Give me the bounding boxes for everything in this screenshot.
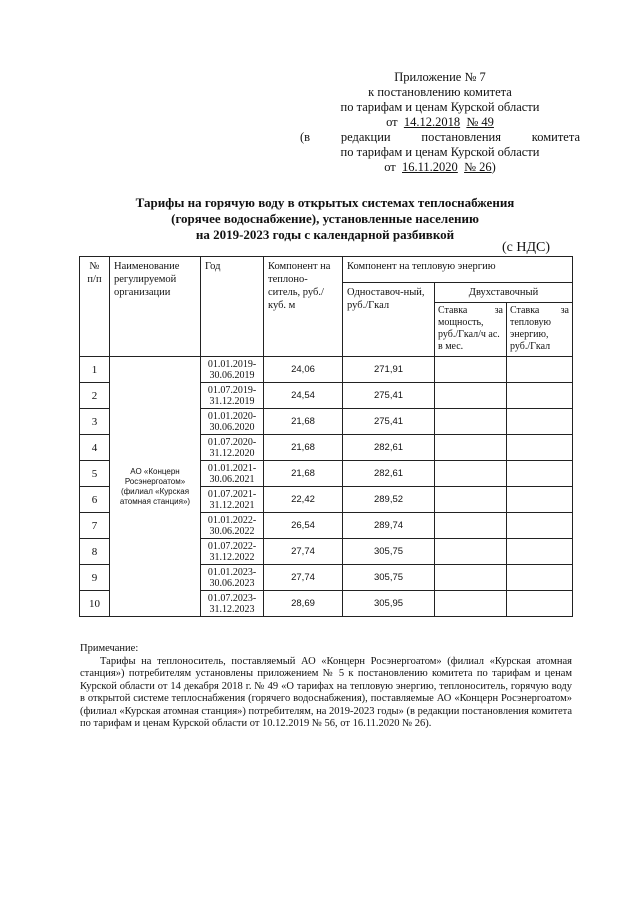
- energy-rate-value: [507, 435, 573, 461]
- header-line-6: по тарифам и ценам Курской области: [340, 145, 540, 159]
- power-rest: мощность, руб./Гкал/ч ас. в мес.: [438, 317, 500, 352]
- one-rate-value: 282,61: [343, 461, 435, 487]
- row-number: 7: [80, 513, 110, 539]
- energy-rest: тепловую энергию, руб./Гкал: [510, 317, 552, 352]
- footnote: [80, 643, 572, 731]
- period: 01.01.2020-30.06.2020: [201, 409, 264, 435]
- period: 01.07.2021-31.12.2021: [201, 487, 264, 513]
- appendix-header: [300, 70, 580, 175]
- carrier-value: 27,74: [264, 539, 343, 565]
- period: 01.01.2021-30.06.2021: [201, 461, 264, 487]
- one-rate-value: 271,91: [343, 357, 435, 383]
- row-number: 2: [80, 383, 110, 409]
- header-date-2: 16.11.2020: [402, 160, 458, 174]
- title-line-1: Тарифы на горячую воду в открытых системах теплоснабжения: [135, 195, 515, 210]
- appendix-number: Приложение № 7: [394, 70, 486, 84]
- row-number: 6: [80, 487, 110, 513]
- power-word-2: за: [494, 305, 503, 316]
- header-energy-rate: [507, 303, 573, 357]
- power-rate-value: [435, 591, 507, 617]
- row-number: 9: [80, 565, 110, 591]
- vat-note: (с НДС): [502, 240, 551, 255]
- power-rate-value: [435, 383, 507, 409]
- power-rate-value: [435, 487, 507, 513]
- period: 01.07.2020-31.12.2020: [201, 435, 264, 461]
- row-number: 5: [80, 461, 110, 487]
- header-two-rate: Двухставочный: [435, 283, 573, 303]
- organization-cell: АО «Концерн Росэнергоатом» (филиал «Курская атомная станция»): [110, 357, 201, 617]
- carrier-value: 22,42: [264, 487, 343, 513]
- header-line-5: [300, 130, 580, 145]
- carrier-value: 24,54: [264, 383, 343, 409]
- energy-rate-value: [507, 591, 573, 617]
- carrier-value: 27,74: [264, 565, 343, 591]
- power-rate-value: [435, 539, 507, 565]
- row-number: 1: [80, 357, 110, 383]
- header-close-paren: ): [491, 160, 496, 174]
- row-number: 8: [80, 539, 110, 565]
- period: 01.07.2023-31.12.2023: [201, 591, 264, 617]
- period: 01.01.2019-30.06.2019: [201, 357, 264, 383]
- footnote-text: Тарифы на теплоноситель, поставляемый АО «Концерн Росэнергоатом» (филиал «Курская атомная станция») потребителям установлены приложением № 5 к постановлению комитета по тарифам и ценам Курской области от 14 декабря 2018 г. № 49 «О тарифах на тепловую энергию, теплоноситель, горячую воду в открытой системе теплоснабжения (горячего водоснабжения), поставляемые АО «Концерн Росэнергоатом» (филиал «Курская атомная станция») потребителям, на 2019-2023 годы» (в редакции постановления комитета по тарифам и ценам Курской области от 10.12.2019 № 56, от 16.11.2020 № 26).: [80, 655, 572, 729]
- period: 01.01.2023-30.06.2023: [201, 565, 264, 591]
- footnote-label: Примечание:: [80, 643, 139, 654]
- header-org: Наименование регулируемой организации: [110, 257, 201, 357]
- one-rate-value: 305,75: [343, 565, 435, 591]
- header-year: Год: [201, 257, 264, 357]
- energy-rate-value: [507, 539, 573, 565]
- header-number-2: № 26: [464, 160, 492, 174]
- document-title: [90, 195, 560, 243]
- power-word-1: Ставка: [438, 305, 468, 316]
- carrier-value: 26,54: [264, 513, 343, 539]
- energy-word-1: Ставка: [510, 305, 540, 316]
- table-row: [80, 357, 573, 383]
- one-rate-value: 282,61: [343, 435, 435, 461]
- power-rate-value: [435, 461, 507, 487]
- row-number: 3: [80, 409, 110, 435]
- energy-rate-value: [507, 487, 573, 513]
- header-w2: редакции: [340, 130, 391, 144]
- header-line-7: [300, 160, 580, 175]
- header-line-3: по тарифам и ценам Курской области: [340, 100, 540, 114]
- title-line-3: на 2019-2023 годы с календарной разбивкой: [195, 227, 455, 242]
- energy-rate-value: [507, 565, 573, 591]
- header-w1: (в: [300, 130, 311, 144]
- header-date-1: 14.12.2018: [403, 115, 461, 129]
- one-rate-value: 305,95: [343, 591, 435, 617]
- carrier-value: 28,69: [264, 591, 343, 617]
- one-rate-value: 305,75: [343, 539, 435, 565]
- header-line-2: к постановлению комитета: [368, 85, 512, 99]
- carrier-value: 21,68: [264, 435, 343, 461]
- carrier-value: 21,68: [264, 461, 343, 487]
- header-w3: постановления: [421, 130, 501, 144]
- header-from-2: от: [384, 160, 396, 174]
- header-from: от: [386, 115, 398, 129]
- header-w4: комитета: [531, 130, 580, 144]
- one-rate-value: 289,74: [343, 513, 435, 539]
- carrier-value: 21,68: [264, 409, 343, 435]
- period: 01.07.2022-31.12.2022: [201, 539, 264, 565]
- energy-rate-value: [507, 409, 573, 435]
- power-rate-value: [435, 409, 507, 435]
- header-number-1: № 49: [466, 115, 494, 129]
- header-energy: Компонент на тепловую энергию: [343, 257, 573, 283]
- energy-word-2: за: [560, 305, 569, 316]
- power-rate-value: [435, 357, 507, 383]
- header-carrier: Компонент на теплоно-ситель, руб./куб. м: [264, 257, 343, 357]
- header-power-rate: [435, 303, 507, 357]
- energy-rate-value: [507, 357, 573, 383]
- power-rate-value: [435, 435, 507, 461]
- header-line-4: [300, 115, 580, 130]
- row-number: 4: [80, 435, 110, 461]
- energy-rate-value: [507, 513, 573, 539]
- one-rate-value: 275,41: [343, 383, 435, 409]
- one-rate-value: 289,52: [343, 487, 435, 513]
- energy-rate-value: [507, 461, 573, 487]
- one-rate-value: 275,41: [343, 409, 435, 435]
- carrier-value: 24,06: [264, 357, 343, 383]
- power-rate-value: [435, 565, 507, 591]
- tariff-table: [79, 256, 573, 617]
- header-one-rate: Одноставоч-ный, руб./Гкал: [343, 283, 435, 357]
- period: 01.07.2019-31.12.2019: [201, 383, 264, 409]
- energy-rate-value: [507, 383, 573, 409]
- power-rate-value: [435, 513, 507, 539]
- header-num: № п/п: [80, 257, 110, 357]
- period: 01.01.2022-30.06.2022: [201, 513, 264, 539]
- row-number: 10: [80, 591, 110, 617]
- title-line-2: (горячее водоснабжение), установленные населению: [171, 211, 479, 226]
